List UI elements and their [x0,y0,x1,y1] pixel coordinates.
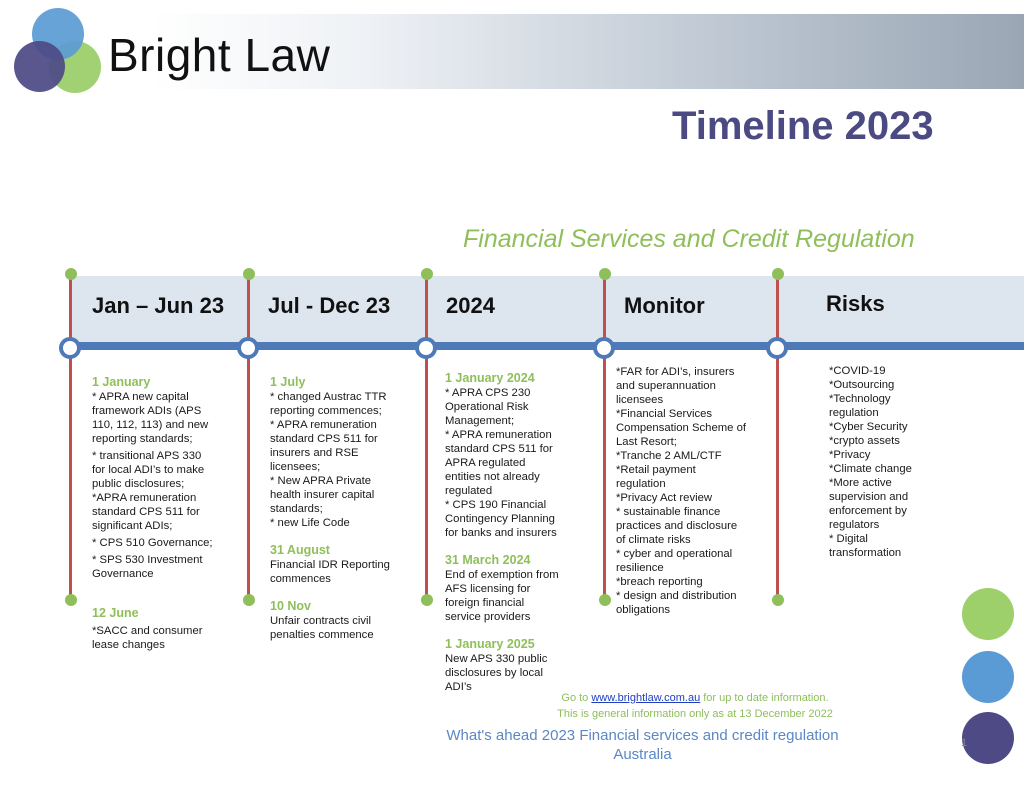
date-heading: 1 July [270,375,306,389]
entry-line: reporting standards; [92,433,193,445]
entry-line: * design and distribution [616,590,737,602]
entry-line: entities not already [445,471,540,483]
entry-line: *SACC and consumer [92,625,203,637]
footer-go-to: Go to [561,692,589,704]
entry-line: obligations [616,604,671,616]
entry-line: *FAR for ADI’s, insurers [616,366,735,378]
entry-line: regulated [445,485,493,497]
entry-line: *breach reporting [616,576,703,588]
entry-line: * APRA new capital [92,391,189,403]
entry-line: licensees; [270,461,321,473]
timeline-post [69,276,72,600]
timeline-node [59,337,81,359]
entry-line: practices and disclosure [616,520,738,532]
post-top-dot [421,268,433,280]
timeline-post [603,276,606,600]
entry-line: standard CPS 511 for [270,433,378,445]
date-heading: 1 January 2024 [445,371,535,385]
entry-line: * CPS 190 Financial [445,499,547,511]
entry-line: Contingency Planning [445,513,555,525]
entry-line: foreign financial [445,597,525,609]
entry-line: regulation [616,478,666,490]
post-bottom-dot [772,594,784,606]
entry-line: significant ADIs; [92,520,173,532]
entry-line: *Privacy [829,449,871,461]
entry-line: Management; [445,415,515,427]
entry-line: * New APRA Private [270,475,372,487]
entry-line: reporting commences; [270,405,382,417]
entry-line: Compensation Scheme of [616,422,746,434]
entry-line: for local ADI’s to make [92,464,205,476]
entry-line: regulation [829,407,879,419]
timeline-node [415,337,437,359]
entry-line: ADI’s [445,681,472,693]
brand-logo [0,0,110,100]
post-bottom-dot [243,594,255,606]
entry-line: *Cyber Security [829,421,908,433]
period-label-risks: Risks [826,291,885,316]
entry-line: penalties commence [270,629,374,641]
entry-line: *Privacy Act review [616,492,713,504]
entry-line: framework ADIs (APS [92,405,202,417]
footer-disclaimer: This is general information only as at 13 December 2022 [557,708,833,720]
logo-purple-circle [14,41,65,92]
entry-line: standards; [270,503,323,515]
entry-line: disclosures by local [445,667,543,679]
period-label-monitor: Monitor [624,293,705,318]
date-heading: 31 March 2024 [445,553,531,567]
post-bottom-dot [599,594,611,606]
timeline-node [237,337,259,359]
period-label-2024: 2024 [446,293,495,318]
entry-line: 110, 112, 113) and new [92,419,209,431]
post-top-dot [65,268,77,280]
date-heading: 12 June [92,606,139,620]
entry-line: *Outsourcing [829,379,895,391]
post-top-dot [772,268,784,280]
date-heading: 1 January 2025 [445,637,535,651]
footer-title-line2: Australia [613,746,672,763]
column-jul-dec [270,374,420,642]
timeline-post [247,276,250,600]
period-label-jul-dec: Jul - Dec 23 [268,293,391,318]
footer-suffix: for up to date information. [703,692,829,704]
entry-line: *Tranche 2 AML/CTF [616,450,722,462]
date-heading: 31 August [270,543,330,557]
post-bottom-dot [421,594,433,606]
entry-line: * Digital [829,533,868,545]
entry-line: Operational Risk [445,401,529,413]
page-number: 1 [961,737,968,749]
entry-line: for banks and insurers [445,527,557,539]
entry-line: of climate risks [616,534,691,546]
entry-line: APRA regulated [445,457,526,469]
entry-line: service providers [445,611,531,623]
entry-line: public disclosures; [92,478,185,490]
post-top-dot [599,268,611,280]
page-subtitle: Financial Services and Credit Regulation [463,225,915,253]
timeline-node [593,337,615,359]
date-heading: 1 January [92,375,151,389]
entry-line: standard CPS 511 for [92,506,200,518]
entry-line: New APS 330 public [445,653,548,665]
entry-line: commences [270,573,331,585]
entry-line: *More active [829,477,892,489]
entry-line: Unfair contracts civil [270,615,372,627]
brand-name: Bright Law [108,29,331,81]
entry-line: *Technology [829,393,891,405]
post-bottom-dot [65,594,77,606]
entry-line: AFS licensing for [445,583,531,595]
entry-line: insurers and RSE [270,447,359,459]
entry-line: Last Resort; [616,436,677,448]
entry-line: * SPS 530 Investment [92,554,203,566]
column-2024 [445,370,595,694]
decor-purple-circle [962,712,1014,764]
timeline-node [766,337,788,359]
entry-line: * APRA remuneration [445,429,552,441]
entry-line: * new Life Code [270,517,350,529]
entry-line: standard CPS 511 for [445,443,553,455]
page-title: Timeline 2023 [672,104,934,148]
entry-line: * transitional APS 330 [92,450,202,462]
footer-title [430,726,855,764]
column-risks [829,364,969,560]
date-heading: 10 Nov [270,599,311,613]
entry-line: licensees [616,394,664,406]
timeline-post [776,276,779,600]
entry-line: * cyber and operational [616,548,733,560]
entry-line: Financial IDR Reporting [270,559,390,571]
entry-line: *Climate change [829,463,912,475]
column-monitor [616,365,766,617]
entry-line: resilience [616,562,664,574]
entry-line: *COVID-19 [829,365,886,377]
entry-line: health insurer capital [270,489,375,501]
entry-line: Governance [92,568,154,580]
website-link[interactable]: www.brightlaw.com.au [591,692,701,704]
entry-line: and superannuation [616,380,716,392]
entry-line: lease changes [92,639,165,651]
entry-line: *Retail payment [616,464,696,476]
entry-line: End of exemption from [445,569,559,581]
decor-green-circle [962,588,1014,640]
entry-line: supervision and [829,491,909,503]
timeline-axis [62,342,1024,350]
footer-info-line [520,692,870,704]
decor-blue-circle [962,651,1014,703]
timeline-post [425,276,428,600]
entry-line: * changed Austrac TTR [270,391,387,403]
entry-line: *crypto assets [829,435,900,447]
entry-line: *APRA remuneration [92,492,197,504]
period-label-jan-jun: Jan – Jun 23 [92,293,225,318]
entry-line: regulators [829,519,880,531]
entry-line: transformation [829,547,902,559]
entry-line: *Financial Services [616,408,713,420]
footer-title-line1: What's ahead 2023 Financial services and credit regulation [446,727,839,744]
entry-line: * APRA CPS 230 [445,387,531,399]
entry-line: * sustainable finance [616,506,721,518]
entry-line: * APRA remuneration [270,419,377,431]
entry-line: * CPS 510 Governance; [92,537,213,549]
entry-line: enforcement by [829,505,907,517]
column-jan-jun [92,374,242,652]
post-top-dot [243,268,255,280]
